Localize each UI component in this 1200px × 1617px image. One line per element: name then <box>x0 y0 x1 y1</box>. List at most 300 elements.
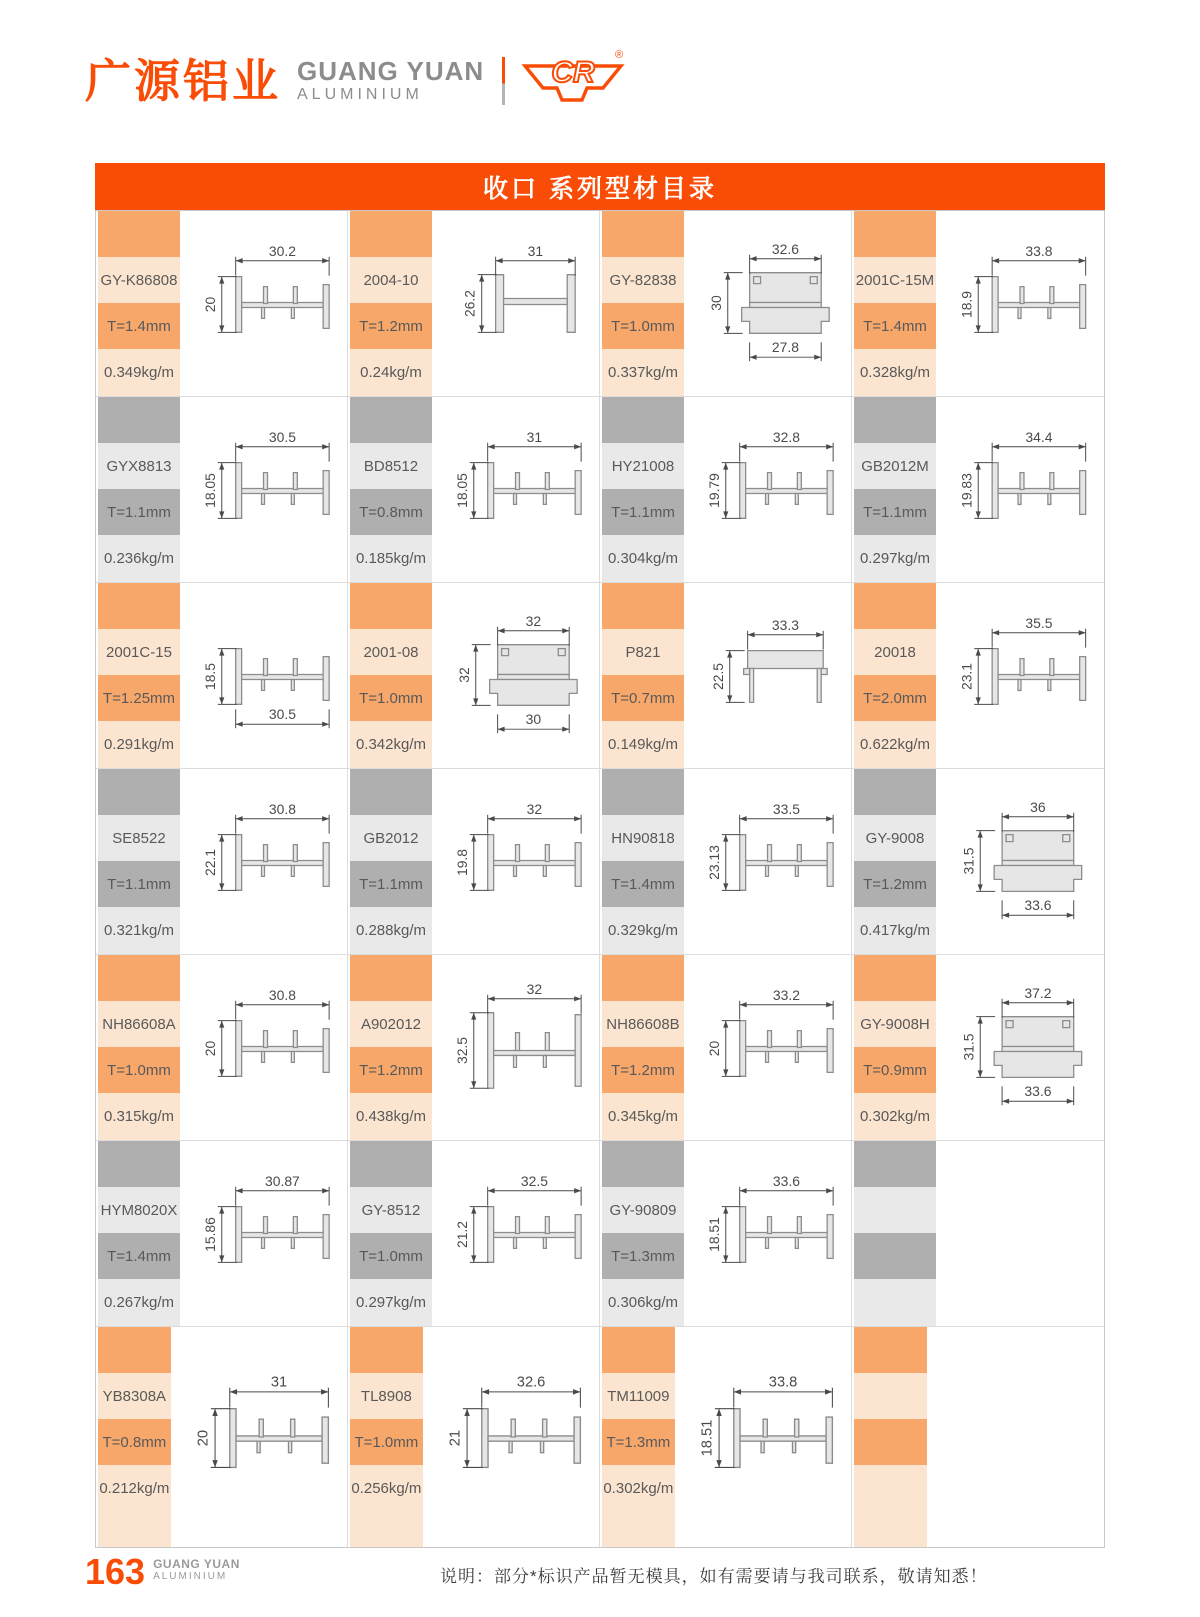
svg-text:33.2: 33.2 <box>772 986 800 1003</box>
profile-drawing <box>684 583 851 768</box>
product-cell <box>96 583 348 769</box>
product-thickness: T=1.25mm <box>98 675 180 721</box>
svg-text:18.5: 18.5 <box>201 662 218 691</box>
svg-text:27.8: 27.8 <box>771 339 799 356</box>
product-thickness: T=1.1mm <box>350 861 432 907</box>
product-code: HY21008 <box>602 443 684 489</box>
product-cell <box>852 1141 1104 1327</box>
profile-drawing <box>171 1327 347 1547</box>
product-thickness: T=1.4mm <box>98 1233 180 1279</box>
info-band-top <box>98 769 180 815</box>
product-code: GY-9008H <box>854 1001 936 1047</box>
product-weight: 0.329kg/m <box>602 907 684 953</box>
product-weight: 0.185kg/m <box>350 535 432 581</box>
svg-text:31: 31 <box>526 428 543 445</box>
profile-drawing-svg <box>180 769 347 954</box>
product-info-column <box>600 583 684 768</box>
profile-drawing <box>936 211 1104 396</box>
info-band-spacer <box>854 767 936 768</box>
product-thickness: T=1.3mm <box>602 1419 675 1465</box>
profile-drawing-svg <box>684 583 851 768</box>
product-info-column <box>600 211 684 396</box>
product-cell <box>600 397 852 583</box>
info-band-spacer <box>602 395 684 396</box>
product-cell <box>96 955 348 1141</box>
info-band-top <box>854 583 936 629</box>
product-thickness: T=0.8mm <box>98 1419 171 1465</box>
info-band-spacer <box>602 1325 684 1326</box>
product-code: HN90818 <box>602 815 684 861</box>
info-band-spacer <box>854 395 936 396</box>
product-thickness: T=0.9mm <box>854 1047 936 1093</box>
profile-drawing-svg <box>171 1327 347 1547</box>
svg-text:22.5: 22.5 <box>709 662 726 691</box>
svg-text:30.2: 30.2 <box>268 242 296 259</box>
info-band-top <box>602 397 684 443</box>
profile-drawing-svg <box>432 211 599 396</box>
product-info-column <box>348 211 432 396</box>
footer-brand: GUANG YUAN ALUMINIUM <box>153 1557 240 1583</box>
product-weight: 0.315kg/m <box>98 1093 180 1139</box>
product-cell <box>852 397 1104 583</box>
product-info-column <box>96 955 180 1140</box>
profile-drawing <box>936 955 1104 1140</box>
product-code <box>854 1373 927 1419</box>
info-band-top <box>98 397 180 443</box>
product-weight: 0.349kg/m <box>98 349 180 395</box>
profile-drawing <box>936 397 1104 582</box>
product-weight: 0.302kg/m <box>602 1465 675 1511</box>
svg-text:32: 32 <box>455 667 472 683</box>
profile-drawing <box>180 397 347 582</box>
profile-drawing-svg <box>684 397 851 582</box>
svg-text:32: 32 <box>526 980 543 997</box>
product-thickness: T=1.2mm <box>350 303 432 349</box>
info-band-spacer <box>98 767 180 768</box>
product-thickness: T=1.3mm <box>602 1233 684 1279</box>
profile-drawing-svg <box>432 955 599 1140</box>
product-thickness <box>854 1233 936 1279</box>
product-info-column <box>96 583 180 768</box>
product-code: TL8908 <box>350 1373 423 1419</box>
profile-drawing-svg <box>936 955 1104 1140</box>
info-band-spacer <box>602 767 684 768</box>
profile-drawing-svg <box>936 397 1104 582</box>
svg-text:19.83: 19.83 <box>958 473 975 508</box>
product-thickness <box>854 1419 927 1465</box>
product-thickness: T=1.2mm <box>854 861 936 907</box>
product-cell <box>852 583 1104 769</box>
product-cell <box>600 1141 852 1327</box>
svg-text:33.6: 33.6 <box>1024 897 1052 914</box>
product-thickness: T=1.0mm <box>602 303 684 349</box>
svg-text:30.5: 30.5 <box>268 706 296 723</box>
product-code: GY-82838 <box>602 257 684 303</box>
info-band-top <box>350 769 432 815</box>
product-thickness: T=1.4mm <box>98 303 180 349</box>
product-code: BD8512 <box>350 443 432 489</box>
product-info-column <box>852 769 936 954</box>
product-weight: 0.288kg/m <box>350 907 432 953</box>
info-band-top <box>350 583 432 629</box>
product-weight: 0.622kg/m <box>854 721 936 767</box>
svg-text:33.5: 33.5 <box>772 800 800 817</box>
info-band-spacer <box>350 581 432 582</box>
profile-drawing <box>684 955 851 1140</box>
profile-drawing-svg <box>684 955 851 1140</box>
info-band-spacer <box>98 1325 180 1326</box>
profile-drawing <box>432 583 599 768</box>
svg-text:33.8: 33.8 <box>768 1374 798 1391</box>
product-weight: 0.306kg/m <box>602 1279 684 1325</box>
product-info-column <box>852 211 936 396</box>
product-code: GY-K86808 <box>98 257 180 303</box>
info-band-top <box>602 955 684 1001</box>
profile-drawing <box>432 211 599 396</box>
info-band-top <box>98 1327 171 1373</box>
profile-drawing-svg <box>927 1327 1104 1547</box>
info-band-top <box>98 1141 180 1187</box>
product-cell <box>852 955 1104 1141</box>
product-weight: 0.212kg/m <box>98 1465 171 1511</box>
product-weight: 0.345kg/m <box>602 1093 684 1139</box>
profile-drawing-svg <box>432 769 599 954</box>
info-band-spacer <box>854 953 936 954</box>
product-info-column <box>348 955 432 1140</box>
info-band-top <box>98 583 180 629</box>
profile-drawing-svg <box>675 1327 851 1547</box>
product-info-column <box>852 1141 936 1326</box>
product-info-column <box>348 583 432 768</box>
svg-text:18.05: 18.05 <box>201 473 218 508</box>
svg-text:CR: CR <box>551 56 595 89</box>
product-weight: 0.302kg/m <box>854 1093 936 1139</box>
product-info-column <box>852 397 936 582</box>
profile-drawing <box>684 211 851 396</box>
product-code: 2001-08 <box>350 629 432 675</box>
info-band-top <box>854 769 936 815</box>
product-thickness: T=0.7mm <box>602 675 684 721</box>
svg-text:33.8: 33.8 <box>1025 242 1053 259</box>
profile-drawing <box>675 1327 851 1547</box>
series-title-bar: 收口 系列型材目录 <box>95 163 1105 210</box>
info-band-top <box>350 1327 423 1373</box>
product-code: GB2012M <box>854 443 936 489</box>
info-band-spacer <box>98 1511 171 1547</box>
product-info-column <box>96 211 180 396</box>
product-cell <box>600 583 852 769</box>
info-band-spacer <box>350 395 432 396</box>
product-thickness: T=1.4mm <box>854 303 936 349</box>
product-code: GY-90809 <box>602 1187 684 1233</box>
product-cell <box>852 1327 1104 1547</box>
svg-text:18.9: 18.9 <box>958 290 975 319</box>
page-number: 163 <box>85 1551 146 1592</box>
product-thickness: T=1.2mm <box>350 1047 432 1093</box>
product-thickness: T=0.8mm <box>350 489 432 535</box>
profile-drawing <box>432 1141 599 1326</box>
product-cell <box>96 1141 348 1327</box>
svg-text:30.87: 30.87 <box>264 1172 300 1189</box>
svg-text:30: 30 <box>525 711 542 728</box>
footer-note: 说明：部分*标识产品暂无模具，如有需要请与我司联系，敬请知悉！ <box>440 1567 988 1586</box>
svg-text:20: 20 <box>201 296 218 313</box>
product-thickness: T=1.0mm <box>350 1419 423 1465</box>
profile-drawing-svg <box>684 211 851 396</box>
info-band-top <box>602 769 684 815</box>
profile-drawing <box>936 583 1104 768</box>
info-band-spacer <box>854 1139 936 1140</box>
profile-drawing <box>432 397 599 582</box>
profile-drawing <box>432 769 599 954</box>
product-weight: 0.267kg/m <box>98 1279 180 1325</box>
product-info-column <box>600 955 684 1140</box>
product-thickness: T=1.1mm <box>602 489 684 535</box>
product-cell <box>348 583 600 769</box>
svg-text:32: 32 <box>526 800 543 817</box>
profile-drawing-svg <box>684 1141 851 1326</box>
product-thickness: T=2.0mm <box>854 675 936 721</box>
product-cell <box>600 769 852 955</box>
svg-text:30.5: 30.5 <box>268 428 296 445</box>
product-weight <box>854 1279 936 1325</box>
info-band-spacer <box>602 953 684 954</box>
profile-drawing-svg <box>180 955 347 1140</box>
product-weight <box>854 1465 927 1511</box>
product-cell <box>348 955 600 1141</box>
product-info-column <box>852 583 936 768</box>
product-code: YB8308A <box>98 1373 171 1419</box>
profile-drawing <box>684 1141 851 1326</box>
svg-text:31.5: 31.5 <box>960 1033 977 1061</box>
info-band-spacer <box>350 767 432 768</box>
svg-text:34.4: 34.4 <box>1025 428 1053 445</box>
svg-text:32.5: 32.5 <box>453 1036 470 1065</box>
product-code: 2004-10 <box>350 257 432 303</box>
info-band-spacer <box>854 581 936 582</box>
svg-text:30.8: 30.8 <box>268 800 296 817</box>
product-thickness: T=1.0mm <box>350 675 432 721</box>
profile-drawing <box>180 211 347 396</box>
product-info-column <box>348 1141 432 1326</box>
svg-text:20: 20 <box>195 1429 212 1447</box>
info-band-top <box>350 397 432 443</box>
svg-text:32.6: 32.6 <box>771 240 799 257</box>
svg-text:32: 32 <box>525 612 542 629</box>
product-info-column <box>852 1327 927 1547</box>
product-thickness: T=1.1mm <box>98 861 180 907</box>
svg-text:31: 31 <box>270 1374 287 1391</box>
product-weight: 0.328kg/m <box>854 349 936 395</box>
profile-drawing-svg <box>432 1141 599 1326</box>
profile-drawing-svg <box>936 769 1104 954</box>
product-weight: 0.321kg/m <box>98 907 180 953</box>
svg-text:32.5: 32.5 <box>520 1172 548 1189</box>
product-cell <box>600 955 852 1141</box>
svg-text:33.6: 33.6 <box>772 1172 800 1189</box>
product-weight: 0.149kg/m <box>602 721 684 767</box>
info-band-top <box>602 1141 684 1187</box>
profile-drawing <box>684 769 851 954</box>
svg-text:19.8: 19.8 <box>453 848 470 877</box>
svg-text:18.51: 18.51 <box>705 1217 722 1252</box>
svg-text:36: 36 <box>1030 798 1046 815</box>
product-info-column <box>600 397 684 582</box>
product-weight: 0.256kg/m <box>350 1465 423 1511</box>
product-code: A902012 <box>350 1001 432 1047</box>
info-band-top <box>854 1141 936 1187</box>
product-info-column <box>600 769 684 954</box>
svg-text:19.79: 19.79 <box>705 473 722 508</box>
product-code: P821 <box>602 629 684 675</box>
product-cell <box>348 1327 600 1547</box>
product-cell <box>348 397 600 583</box>
info-band-spacer <box>602 1139 684 1140</box>
info-band-top <box>98 211 180 257</box>
info-band-top <box>350 211 432 257</box>
product-info-column <box>96 1327 171 1547</box>
svg-text:35.5: 35.5 <box>1025 614 1053 631</box>
svg-text:20: 20 <box>705 1040 722 1057</box>
svg-text:23.1: 23.1 <box>958 662 975 691</box>
product-info-column <box>96 397 180 582</box>
info-band-spacer <box>98 953 180 954</box>
profile-drawing <box>927 1327 1104 1547</box>
svg-text:®: ® <box>615 49 624 61</box>
product-code: HYM8020X <box>98 1187 180 1233</box>
product-cell <box>96 211 348 397</box>
svg-text:33.3: 33.3 <box>771 616 799 633</box>
profile-drawing-svg <box>936 211 1104 396</box>
product-weight: 0.291kg/m <box>98 721 180 767</box>
product-info-column <box>96 1141 180 1326</box>
product-code: GY-9008 <box>854 815 936 861</box>
product-code: GYX8813 <box>98 443 180 489</box>
product-weight: 0.236kg/m <box>98 535 180 581</box>
svg-text:21.2: 21.2 <box>453 1220 470 1249</box>
product-weight: 0.417kg/m <box>854 907 936 953</box>
profile-drawing-svg <box>684 769 851 954</box>
product-info-column <box>348 1327 423 1547</box>
product-weight: 0.24kg/m <box>350 349 432 395</box>
info-band-top <box>602 211 684 257</box>
svg-text:22.1: 22.1 <box>201 848 218 877</box>
svg-text:26.2: 26.2 <box>461 289 478 318</box>
svg-text:15.86: 15.86 <box>201 1217 218 1252</box>
info-band-spacer <box>98 1139 180 1140</box>
product-thickness: T=1.1mm <box>98 489 180 535</box>
info-band-top <box>854 211 936 257</box>
product-weight: 0.304kg/m <box>602 535 684 581</box>
svg-text:32.8: 32.8 <box>772 428 800 445</box>
brand-header <box>85 48 625 114</box>
profile-drawing-svg <box>180 1141 347 1326</box>
product-code: 20018 <box>854 629 936 675</box>
info-band-spacer <box>350 1511 423 1547</box>
product-weight: 0.438kg/m <box>350 1093 432 1139</box>
product-weight: 0.297kg/m <box>854 535 936 581</box>
brand-name-english: GUANG YUAN ALUMINIUM <box>297 55 485 104</box>
product-cell <box>348 211 600 397</box>
profile-drawing <box>180 955 347 1140</box>
product-weight: 0.337kg/m <box>602 349 684 395</box>
product-info-column <box>600 1141 684 1326</box>
svg-text:18.05: 18.05 <box>453 473 470 508</box>
profile-drawing-svg <box>432 397 599 582</box>
product-code: GY-8512 <box>350 1187 432 1233</box>
svg-text:21: 21 <box>447 1429 464 1447</box>
profile-drawing <box>432 955 599 1140</box>
product-cell <box>348 769 600 955</box>
info-band-top <box>854 397 936 443</box>
info-band-spacer <box>854 1325 936 1326</box>
profile-drawing <box>936 1141 1104 1326</box>
product-weight: 0.297kg/m <box>350 1279 432 1325</box>
product-grid <box>95 210 1105 1548</box>
svg-text:31: 31 <box>527 242 544 259</box>
info-band-spacer <box>98 581 180 582</box>
profile-drawing-svg <box>936 1141 1104 1326</box>
product-code: NH86608B <box>602 1001 684 1047</box>
product-cell <box>96 769 348 955</box>
product-thickness: T=1.2mm <box>602 1047 684 1093</box>
svg-text:33.6: 33.6 <box>1024 1083 1052 1100</box>
info-band-spacer <box>350 1139 432 1140</box>
svg-text:30: 30 <box>707 295 724 311</box>
info-band-top <box>602 1327 675 1373</box>
svg-text:23.13: 23.13 <box>705 845 722 880</box>
info-band-top <box>854 1327 927 1373</box>
profile-drawing-svg <box>180 583 347 768</box>
profile-drawing-svg <box>936 583 1104 768</box>
product-code: NH86608A <box>98 1001 180 1047</box>
profile-drawing-svg <box>432 583 599 768</box>
brand-name-chinese: 广源铝业 <box>85 55 281 107</box>
product-cell <box>852 211 1104 397</box>
product-info-column <box>96 769 180 954</box>
logo-divider <box>502 57 505 105</box>
product-info-column <box>348 397 432 582</box>
profile-drawing <box>180 769 347 954</box>
product-cell <box>96 1327 348 1547</box>
page-number-block <box>85 1551 240 1592</box>
svg-text:32.6: 32.6 <box>516 1374 546 1391</box>
page-footer <box>85 1551 1115 1606</box>
info-band-top <box>350 1141 432 1187</box>
profile-drawing <box>936 769 1104 954</box>
product-info-column <box>852 955 936 1140</box>
info-band-spacer <box>854 1511 927 1547</box>
svg-text:30.8: 30.8 <box>268 986 296 1003</box>
cr-logo-icon <box>521 48 625 114</box>
product-thickness: T=1.1mm <box>854 489 936 535</box>
profile-drawing <box>180 1141 347 1326</box>
info-band-top <box>602 583 684 629</box>
product-info-column <box>600 1327 675 1547</box>
svg-text:31.5: 31.5 <box>960 847 977 875</box>
product-cell <box>600 1327 852 1547</box>
info-band-spacer <box>98 395 180 396</box>
profile-drawing <box>423 1327 599 1547</box>
product-thickness: T=1.0mm <box>98 1047 180 1093</box>
product-code: SE8522 <box>98 815 180 861</box>
profile-drawing <box>684 397 851 582</box>
info-band-spacer <box>602 1511 675 1547</box>
info-band-spacer <box>350 1325 432 1326</box>
product-cell <box>96 397 348 583</box>
product-thickness: T=1.0mm <box>350 1233 432 1279</box>
svg-text:20: 20 <box>201 1040 218 1057</box>
